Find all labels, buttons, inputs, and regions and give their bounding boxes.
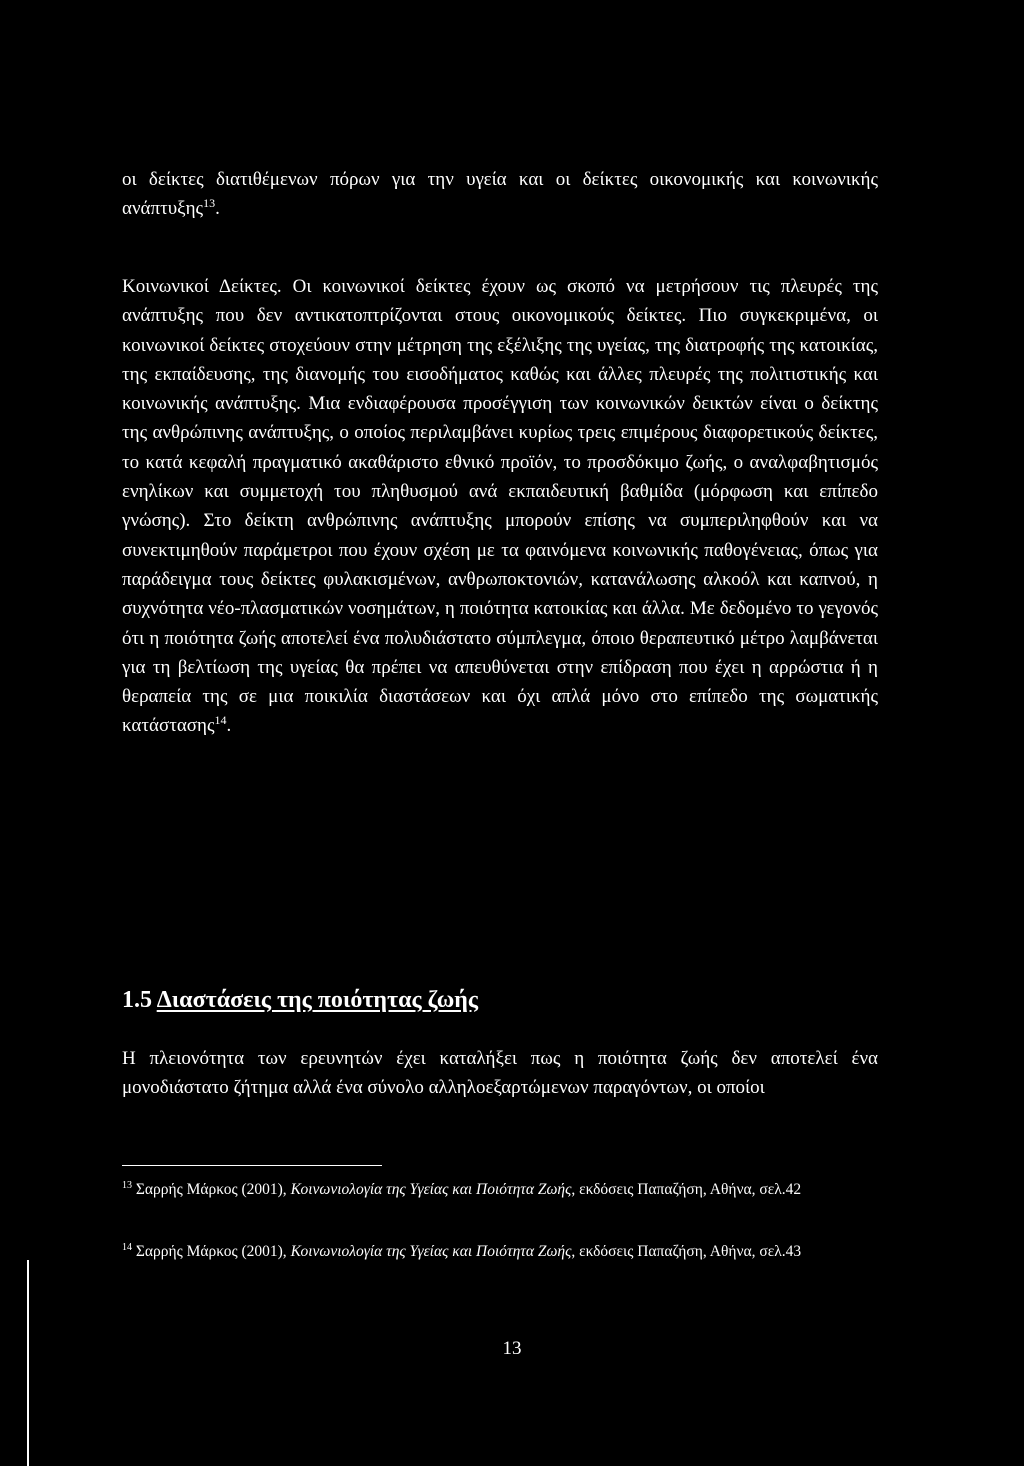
social-indicators-text: Οι κοινωνικοί δείκτες έχουν ως σκοπό να μετρήσουν τις πλευρές της ανάπτυξης που δεν αντικατοπτρίζονται στους οικονομικούς δείκτες. Πιο συγκεκριμένα, οι κοινωνικοί δείκτες στοχεύουν στην μέτρηση της εξέλιξης της υγείας, της διατροφής της κατοικίας, της εκπαίδευσης, της διανομής του εισοδήματος καθώς και άλλες πλευρές της πολιτιστικής και κοινωνικής ανάπτυξης. Μια ενδιαφέρουσα προσέγγιση των κοινωνικών δεικτών είναι ο δείκτης της ανθρώπινης ανάπτυξης, ο οποίος περιλαμβάνει κυρίως τρεις επιμέρους διαφορετικούς δείκτες, το κατά κεφαλή πραγματικό ακαθάριστο εθνικό προϊόν, το προσδόκιμο ζωής, ο αναλφαβητισμός ενηλίκων και συμμετοχή του πληθυσμού ανά εκπαιδευτική βαθμίδα (μόρφωση και επίπεδο γνώσης). Στο δείκτη ανθρώπινης ανάπτυξης μπορούν επίσης να συμπεριληφθούν και να συνεκτιμηθούν παράμετροι που έχουν σχέση με τα φαινόμενα κοινωνικής παθογένειας, όπως για παράδειγμα τους δείκτες φυλακισμένων, ανθρωποκτονιών, κατανάλωσης αλκοόλ και καπνού, η συχνότητα νέο-πλασματικών νοσημάτων, η ποιότητα κατοικίας και άλλα. Με δεδομένο το γεγονός ότι η ποιότητα ζωής αποτελεί ένα πολυδιάστατο σύμπλεγμα, όποιο θεραπευτικό μέτρο λαμβάνεται για τη βελτίωση της υγείας θα πρέπει να απευθύνεται στην επίδραση που έχει η αρρώστια ή η θεραπεία της σε μια ποικιλία διαστάσεων και όχι απλά μόνο στο επίπεδο της σωματικής κατάστασης [122, 276, 879, 737]
footnote-separator [122, 1165, 382, 1166]
intro-end: . [215, 198, 220, 220]
footnote-author: Σαρρής Μάρκος (2001), [132, 1243, 291, 1260]
section-title: Διαστάσεις της ποιότητας ζωής [156, 987, 479, 1013]
footnote-14 [122, 1236, 878, 1267]
social-indicators-heading: Κοινωνικοί Δείκτες. [122, 276, 282, 297]
intro-paragraph [122, 165, 878, 223]
footnote-13 [122, 1174, 878, 1205]
footnote-mark: 13 [122, 1180, 132, 1191]
intro-text: οι δείκτες διατιθέμενων πόρων για την υγεία και οι δείκτες οικονομικής και κοινωνικής ανάπτυξης [122, 169, 878, 220]
footnote-author: Σαρρής Μάρκος (2001), [132, 1181, 291, 1198]
section-heading [122, 984, 478, 1016]
footnote-publisher: , εκδόσεις Παπαζήση, Αθήνα, σελ.42 [571, 1181, 802, 1198]
footnote-book-title: Κοινωνιολογία της Υγείας και Ποιότητα Ζωής [290, 1243, 572, 1260]
section-number: 1.5 [122, 987, 157, 1013]
social-indicators-end: . [226, 715, 232, 737]
footnote-publisher: , εκδόσεις Παπαζήση, Αθήνα, σελ.43 [571, 1243, 802, 1260]
footnote-ref-13[interactable]: 13 [203, 196, 216, 211]
footnote-mark: 14 [122, 1242, 132, 1253]
social-indicators-paragraph [122, 272, 878, 741]
section-text: Η πλειονότητα των ερευνητών έχει καταλήξει πως η ποιότητα ζωής δεν αποτελεί ένα μονοδιάστατο ζήτημα αλλά ένα σύνολο αλληλοεξαρτώμενων παραγόντων, οι οποίοι [122, 1048, 878, 1099]
footnote-book-title: Κοινωνιολογία της Υγείας και Ποιότητα Ζωής [290, 1181, 572, 1198]
section-paragraph [122, 1044, 878, 1102]
footnote-ref-14[interactable]: 14 [214, 713, 227, 728]
margin-rule [27, 1260, 29, 1466]
page-number: 13 [502, 1338, 522, 1359]
